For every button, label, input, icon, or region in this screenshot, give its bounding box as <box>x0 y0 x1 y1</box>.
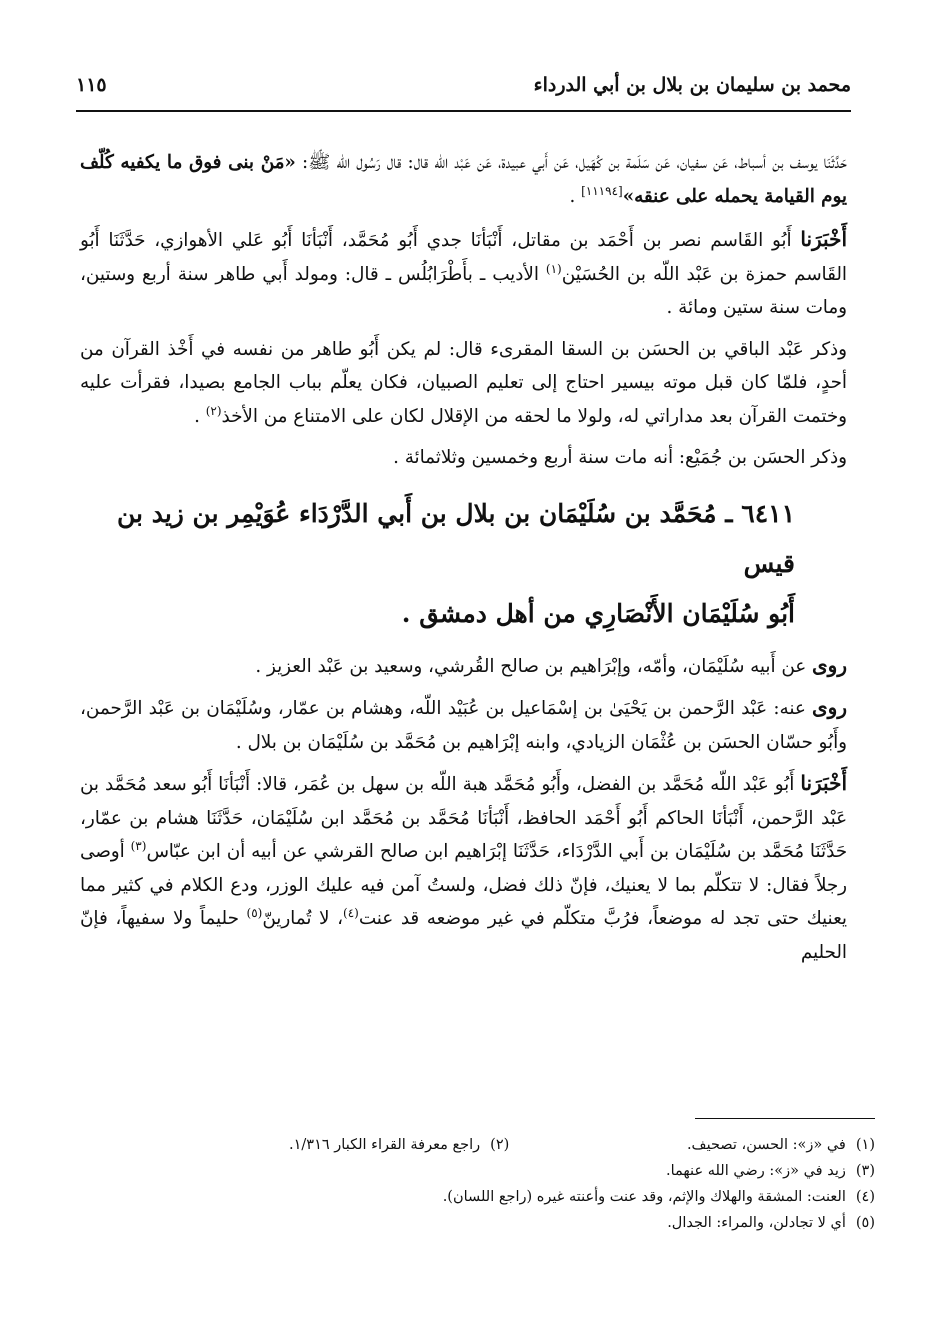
footnote-text: في «ز»: الحسن، تصحيف. <box>686 1137 846 1153</box>
paragraph-isnad-2 <box>80 767 847 969</box>
paragraph-text: وذكر عَبْد الباقي بن الحسَن بن السقا المقرىء قال: لم يكن أَبُو طاهر من نفسه في أَخْذ القرآن من أحدٍ، فلمّا كان قبل موته بيسير احتاج إلى تعليم الصبيان، فكان يعلّم بباب الجامع بصيدا، فقرأت عليه وختمت القرآن بعد مداراتي له، ولولا ما لحقه من الإقلال لكان على الامتناع من الأخذ <box>80 338 847 427</box>
footnote <box>80 1184 875 1210</box>
paragraph-text: أوصى رجلاً فقال: لا تتكلّم بما لا يعنيك، فإنّ ذلك فضل، ولستُ آمن فيه عليك الوزر، ودع الكلام في كثير مما يعنيك حتى تجد له موضعاً، فرُبَّ متكلّم في غير موضعه قد عنت <box>80 841 847 929</box>
paragraph-text: وذكر الحسَن بن جُمَيْع: أنه مات سنة أربع وخمسين وثلاثمائة . <box>393 447 847 468</box>
paragraph-text: الأديب ـ بأَطْرَابُلُس ـ قال: ومولد أَبي طاهر سنة أربع وستين، ومات سنة ستين ومائة . <box>80 263 847 318</box>
footnote <box>144 1132 510 1158</box>
footnote-marker: (١) <box>545 261 562 276</box>
footnote-marker: (٣) <box>130 838 147 853</box>
punctuation: . <box>569 185 582 207</box>
entry-heading-line-2: أَبُو سُلَيْمَان الأَنْصَارِي من أهل دمشق . <box>401 598 795 628</box>
main-text <box>80 146 847 977</box>
footnote-row <box>80 1132 875 1158</box>
entry-heading-line-1: ٦٤١١ ـ مُحَمَّد بن سُلَيْمَان بن بلال بن أَبي الدَّرْدَاء عُوَيْمِر بن زيد بن قيس <box>117 498 795 578</box>
footnote-marker: (٥) <box>246 905 263 920</box>
footnote <box>509 1132 875 1158</box>
footnote-text: راجع معرفة القراء الكبار ١/٣١٦. <box>289 1137 481 1153</box>
footnote <box>80 1158 875 1184</box>
paragraph-text: حَدَّثَنَا يوسف بن أسباط، عَن سفيان، عَن سَلَمة بن كُهَيل، عَن أَبي عبيدة، عَن عَبْد اللّه قال: قال رَسُول اللّه ﷺ: <box>295 152 847 173</box>
lead-word: روى <box>812 695 847 719</box>
lead-word: روى <box>812 652 847 677</box>
footnote-number: (٤) <box>855 1189 875 1205</box>
page-header <box>76 70 851 112</box>
footnote-number: (٣) <box>855 1163 875 1179</box>
lead-word: أَخْبَرَنا <box>800 227 847 251</box>
footnotes <box>80 1116 875 1236</box>
footnote-text: زيد في «ز»: رضي الله عنهما. <box>665 1163 846 1179</box>
footnote-number: (٥) <box>855 1215 875 1231</box>
footnote <box>80 1210 875 1236</box>
footnote-number: (٢) <box>490 1137 510 1153</box>
footnote-marker: (٢) <box>205 403 222 418</box>
paragraph-narrated-by <box>80 691 847 759</box>
entry-heading <box>80 489 847 639</box>
paragraph-text: ، لا تُمارينّ <box>262 908 343 929</box>
running-title: محمد بن سليمان بن بلال بن أبي الدرداء <box>533 74 851 96</box>
paragraph-text: أَبُو عَبْد اللّه مُحَمَّد بن الفضل، وأَبُو مُحَمَّد هبة اللّه بن سهل بن عُمَر، قالا: أَنْبَأنَا أَبُو سعد مُحَمَّد بن عَبْد الرَّحمن، أَنْبَأنَا الحاكم أَبُو أَحْمَد الحافظ، أَنْبَأنَا مُحَمَّد بن مُحَمَّد ابن سُلَيْمَان، حَدَّثَنَا هشام بن عمّار، حَدَّثَنَا مُحَمَّد بن سُلَيْمَان بن أَبي الدَّرْدَاء، حَدَّثَنَا إبْرَاهيم ابن صالح القرشي عن أبيه أن ابن عبّاس <box>80 774 847 862</box>
punctuation: . <box>194 405 206 427</box>
lead-word: أَخْبَرَنا <box>800 771 847 795</box>
paragraph-text: حليماً ولا سفيهاً، فإنّ الحليم <box>80 908 847 963</box>
paragraph-report <box>80 333 847 434</box>
hadith-reference-number: [١١١٩٤] <box>581 183 623 198</box>
page-number: ١١٥ <box>76 74 107 96</box>
paragraph-isnad-1 <box>80 223 847 325</box>
hadith-text: «مَنْ بنى فوق ما يكفيه كُلّف يوم القيامة يحمله على عنقه» <box>80 152 847 207</box>
footnote-number: (١) <box>855 1137 875 1153</box>
paragraph-text: أَبُو القَاسم نصر بن أَحْمَد بن مقاتل، أَنْبَأنَا جدي أَبُو مُحَمَّد، أَنْبَأنَا أَبُو عَلي الأهوازي، حَدَّثَنَا أَبُو القَاسم حمزة بن عَبْد اللّه بن الحُسَيْن <box>80 230 847 285</box>
paragraph-text: عنه: عَبْد الرَّحمن بن يَحْيَىٰ بن إسْمَاعيل بن عُبَيْد اللّه، وهشام بن عمّار، وسُلَيْمَان بن عَبْد الرَّحمن، وأَبُو حسّان الحسَن بن عُثْمَان الزيادي، وابنه إبْرَاهيم بن مُحَمَّد بن سُلَيْمَان بن بلال . <box>80 698 847 753</box>
footnote-text: العنت: المشقة والهلاك والإثم، وقد عنت وأعنته غيره (راجع اللسان). <box>442 1189 846 1205</box>
paragraph-text: عن أَبيه سُلَيْمَان، وأمّه، وإبْرَاهيم بن صالح القُرشي، وسعيد بن عَبْد العزيز . <box>255 655 813 677</box>
footnote-text: أي لا تجادلن، والمراء: الجدال. <box>667 1215 846 1231</box>
footnote-marker: (٤) <box>343 905 359 920</box>
paragraph-narrated-from <box>80 649 847 684</box>
paragraph-death-date <box>80 441 847 475</box>
paragraph-continuation <box>80 146 847 213</box>
